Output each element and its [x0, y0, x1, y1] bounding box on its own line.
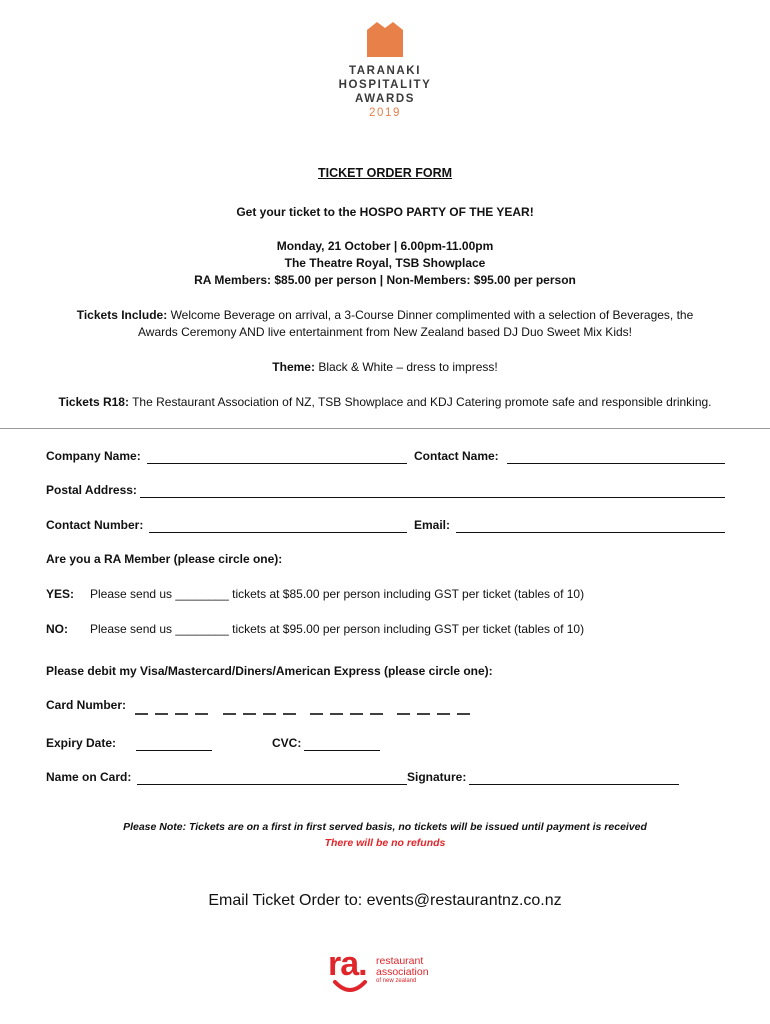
awards-logo-mark-icon [365, 22, 405, 58]
r18-label: Tickets R18: [58, 395, 129, 409]
yes-text: Please send us ________ tickets at $85.00 per person including GST per ticket (tables of 10) [90, 587, 585, 601]
company-name-field[interactable] [147, 463, 407, 464]
card-number-field[interactable] [135, 700, 475, 716]
logo-line-3: AWARDS [354, 93, 416, 105]
ra-logo-line-1: restaurant [376, 955, 424, 967]
expiry-date-field[interactable] [136, 750, 212, 751]
theme [0, 360, 770, 374]
signature-label: Signature: [407, 770, 467, 784]
card-number-label: Card Number: [46, 698, 127, 712]
email-field[interactable] [456, 532, 725, 533]
contact-name-field[interactable] [507, 463, 725, 464]
tickets-include-text-1: Welcome Beverage on arrival, a 3-Course Dinner complimented with a selection of Beverages, the [170, 308, 694, 322]
theme-label: Theme: [272, 360, 315, 374]
ra-logo-line-2: association [376, 966, 429, 978]
yes-label[interactable]: YES: [46, 587, 75, 601]
tagline: Get your ticket to the HOSPO PARTY OF THE YEAR! [236, 205, 534, 219]
email-instruction: Email Ticket Order to: events@restaurantnz.co.nz [208, 892, 562, 909]
theme-text: Black & White – dress to impress! [318, 360, 498, 374]
ra-logo [328, 945, 448, 1000]
form-title: TICKET ORDER FORM [317, 166, 453, 180]
no-text: Please send us ________ tickets at $95.00 per person including GST per ticket (tables of 10) [90, 622, 585, 636]
tickets-r18 [0, 395, 770, 409]
tickets-include [0, 308, 770, 322]
expiry-date-label: Expiry Date: [46, 736, 117, 750]
postal-address-label: Postal Address: [46, 483, 137, 497]
awards-logo [320, 22, 450, 120]
cvc-label: CVC: [272, 736, 302, 750]
event-date-time: Monday, 21 October | 6.00pm-11.00pm [276, 239, 494, 253]
logo-line-2: HOSPITALITY [338, 79, 432, 91]
contact-number-field[interactable] [149, 532, 407, 533]
tickets-include-text-2: Awards Ceremony AND live entertainment from New Zealand based DJ Duo Sweet Mix Kids! [138, 325, 632, 339]
smile-icon [332, 980, 368, 994]
ra-logo-mark: ra. [328, 945, 367, 983]
section-divider [0, 428, 770, 429]
logo-line-1: TARANAKI [349, 65, 421, 77]
payment-question: Please debit my Visa/Mastercard/Diners/American Express (please circle one): [46, 664, 493, 678]
please-note: Please Note: Tickets are on a first in first served basis, no tickets will be issued until payment is received [123, 821, 647, 833]
no-refunds-note: There will be no refunds [324, 837, 446, 849]
tickets-include-label: Tickets Include: [76, 308, 168, 322]
email-label: Email: [414, 518, 451, 532]
event-venue: The Theatre Royal, TSB Showplace [284, 256, 486, 270]
contact-number-label: Contact Number: [46, 518, 144, 532]
card-number-dashes [135, 700, 475, 716]
ra-logo-line-3: of new zealand [376, 978, 417, 984]
name-on-card-field[interactable] [137, 784, 407, 785]
name-on-card-label: Name on Card: [46, 770, 132, 784]
r18-text: The Restaurant Association of NZ, TSB Showplace and KDJ Catering promote safe and responsible drinking. [132, 395, 712, 409]
cvc-field[interactable] [304, 750, 380, 751]
no-label[interactable]: NO: [46, 622, 68, 636]
contact-name-label: Contact Name: [414, 449, 499, 463]
logo-year: 2019 [369, 107, 401, 119]
membership-question: Are you a RA Member (please circle one): [46, 552, 283, 566]
event-prices: RA Members: $85.00 per person | Non-Members: $95.00 per person [194, 273, 576, 287]
postal-address-field[interactable] [140, 497, 725, 498]
company-name-label: Company Name: [46, 449, 141, 463]
signature-field[interactable] [469, 784, 679, 785]
